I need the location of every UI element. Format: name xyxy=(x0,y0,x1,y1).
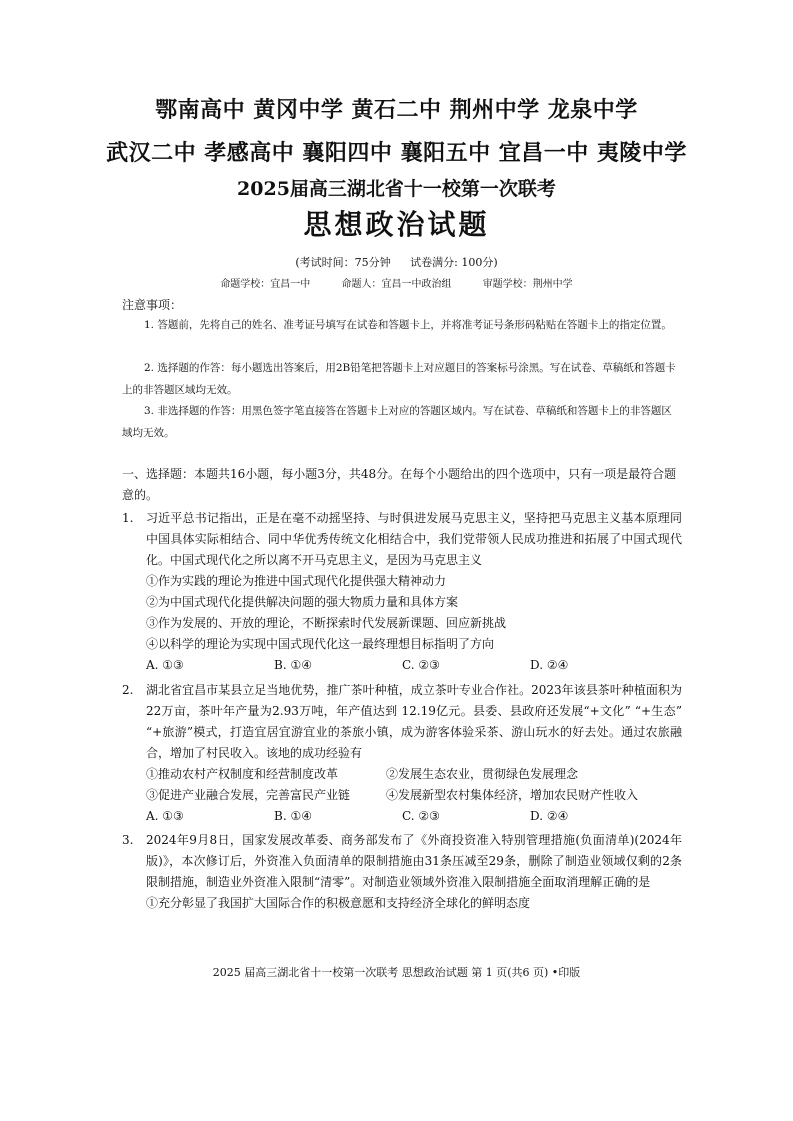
choice-d: D. ②④ xyxy=(530,658,569,672)
statement-option: ③作为发展的、开放的理论，不断探索时代发展新课题、回应新挑战 xyxy=(146,616,507,630)
page-footer: 2025 届高三湖北省十一校第一次联考 思想政治试题 第 1 页(共6 页) •印版 xyxy=(212,966,581,979)
statement-option: ②为中国式现代化提供解决问题的强大物质力量和具体方案 xyxy=(146,595,459,609)
exam-info xyxy=(0,254,793,270)
choice-d: D. ②④ xyxy=(530,809,569,823)
authors-line xyxy=(0,275,793,290)
notes-heading: 注意事项： xyxy=(122,298,183,312)
question-stem: 湖北省宜昌市某县立足当地优势，推广茶叶种植，成立茶叶专业合作社。2023年该县茶叶种植面积为22万亩，茶叶年产量为2.93万吨，年产值达到 12.19亿元。县委、县政府还发展“+文化” “+生态” “+旅游”模式，打造宜居宜游宜业的茶旅小镇，成为游客体验采茶、游山玩水的好去处。通过农旅融合，增加了村民收入。该地的成功经验有 xyxy=(146,683,682,760)
question-stem: 习近平总书记指出，正是在毫不动摇坚持、与时俱进发展马克思主义，坚持把马克思主义基本原理同中国具体实际相结合、同中华优秀传统文化相结合中，我们党带领人民成功推进和拓展了中国式现代化。中国式现代化之所以离不开马克思主义，是因为马克思主义 xyxy=(146,511,682,567)
reviewer-school: 审题学校：荆州中学 xyxy=(482,279,573,290)
question-3 xyxy=(122,830,682,914)
section-intro: 一、选择题：本题共16小题，每小题3分，共48分。在每个小题给出的四个选项中，只有一项是最符合题意的。 xyxy=(122,467,677,502)
choice-c: C. ②③ xyxy=(402,658,440,672)
statement-option-row xyxy=(146,764,682,785)
statement-option-row xyxy=(146,785,682,806)
question-1 xyxy=(122,508,682,676)
subject-title: 思想政治试题 xyxy=(303,208,490,241)
statement-option: ④以科学的理论为实现中国式现代化这一最终理想目标指明了方向 xyxy=(146,637,495,651)
choice-a: A. ①③ xyxy=(146,658,184,672)
schools-line-1: 鄂南高中 黄冈中学 黄石二中 荆州中学 龙泉中学 xyxy=(155,97,638,123)
choice-a: A. ①③ xyxy=(146,809,184,823)
statement-option: ①充分彰显了我国扩大国际合作的积极意愿和支持经济全球化的鲜明态度 xyxy=(146,896,531,910)
note-item xyxy=(122,400,678,444)
statement-option: ③促进产业融合发展，完善富民产业链 xyxy=(146,788,351,802)
schools-line-2: 武汉二中 孝感高中 襄阳四中 襄阳五中 宜昌一中 夷陵中学 xyxy=(106,140,687,166)
note-item xyxy=(122,357,678,401)
note-text: 2. 选择题的作答：每小题选出答案后，用2B铅笔把答题卡上对应题目的答案标号涂黑。写在试卷、草稿纸和答题卡上的非答题区域均无效。 xyxy=(122,362,676,396)
note-text: 1. 答题前，先将自己的姓名、准考证号填写在试卷和答题卡上，并将准考证号条形码粘贴在答题卡上的指定位置。 xyxy=(144,319,672,331)
question-number: 2. xyxy=(122,683,134,697)
question-number: 1. xyxy=(122,511,134,525)
choice-b: B. ①④ xyxy=(274,658,312,672)
answer-choices xyxy=(146,806,682,827)
exam-score: 试卷满分: 100分) xyxy=(410,256,498,269)
question-number: 3. xyxy=(122,833,134,847)
author-name: 命题人：宜昌一中政治组 xyxy=(341,279,452,290)
statement-option: ②发展生态农业，贯彻绿色发展理念 xyxy=(386,767,579,781)
statement-option: ①作为实践的理论为推进中国式现代化提供强大精神动力 xyxy=(146,574,447,588)
question-stem: 2024年9月8日，国家发展改革委、商务部发布了《外商投资准入特别管理措施(负面清单)(2024年版)》，本次修订后，外资准入负面清单的限制措施由31条压减至29条，删除了制造业领域仅剩的2条限制措施，制造业外资准入限制“清零”。对制造业领域外资准入限制措施全面取消理解正确的是 xyxy=(146,833,682,889)
author-school: 命题学校：宜昌一中 xyxy=(220,279,311,290)
statement-option: ④发展新型农村集体经济，增加农民财产性收入 xyxy=(386,788,639,802)
answer-choices xyxy=(146,655,682,676)
question-2 xyxy=(122,680,682,827)
choice-b: B. ①④ xyxy=(274,809,312,823)
statement-option: ①推动农村产权制度和经营制度改革 xyxy=(146,767,339,781)
choice-c: C. ②③ xyxy=(402,809,440,823)
exam-time: (考试时间：75分钟 xyxy=(295,256,391,269)
note-text: 3. 非选择题的作答：用黑色签字笔直接答在答题卡上对应的答题区域内。写在试卷、草稿纸和答题卡上的非答题区域均无效。 xyxy=(122,405,672,439)
exam-name: 2025届高三湖北省十一校第一次联考 xyxy=(237,178,556,200)
note-item xyxy=(122,314,678,336)
